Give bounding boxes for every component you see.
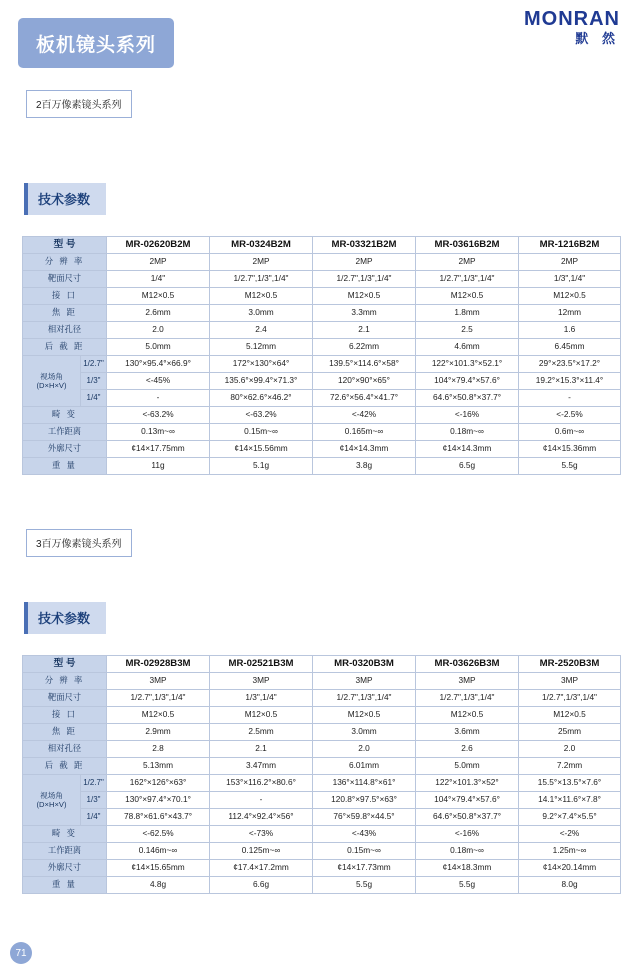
- cell: 0.146m~∞: [107, 843, 210, 860]
- cell: 104°×79.4°×57.6°: [416, 792, 519, 809]
- cell: 6.45mm: [519, 339, 621, 356]
- row-label-working: 工作距离: [23, 424, 107, 441]
- cell: <-42%: [313, 407, 416, 424]
- cell: 4.8g: [107, 877, 210, 894]
- table-row: [23, 458, 621, 475]
- cell: 5.1g: [210, 458, 313, 475]
- model-cell: MR-2520B3M: [519, 656, 621, 673]
- cell: 2.6mm: [107, 305, 210, 322]
- cell: 11g: [107, 458, 210, 475]
- row-label-distortion: 畸 变: [23, 407, 107, 424]
- cell: M12×0.5: [210, 288, 313, 305]
- cell: 2.5: [416, 322, 519, 339]
- cell: <-16%: [416, 407, 519, 424]
- cell: 5.0mm: [107, 339, 210, 356]
- cell: 2.1: [210, 741, 313, 758]
- table-row: [23, 724, 621, 741]
- cell: 9.2°×7.4°×5.5°: [519, 809, 621, 826]
- cell: M12×0.5: [519, 707, 621, 724]
- table-row: [23, 424, 621, 441]
- cell: 1/2.7",1/3",1/4": [416, 271, 519, 288]
- cell: 130°×95.4°×66.9°: [107, 356, 210, 373]
- row-label-fov: [23, 356, 81, 407]
- section2-series-label: 3百万像素镜头系列: [26, 529, 132, 557]
- cell: 122°×101.3°×52.1°: [416, 356, 519, 373]
- row-label-fov-main: 视场角: [40, 790, 63, 800]
- cell: ¢14×15.56mm: [210, 441, 313, 458]
- row-label-fov: [23, 775, 81, 826]
- table-row: [23, 441, 621, 458]
- cell: 3MP: [210, 673, 313, 690]
- cell: 120°×90°×65°: [313, 373, 416, 390]
- section2-tech-header: [24, 602, 106, 634]
- cell: 0.125m~∞: [210, 843, 313, 860]
- cell: 2.9mm: [107, 724, 210, 741]
- cell: 3MP: [313, 673, 416, 690]
- cell: 12mm: [519, 305, 621, 322]
- table-row: [23, 656, 621, 673]
- cell: 72.6°×56.4°×41.7°: [313, 390, 416, 407]
- cell: M12×0.5: [519, 288, 621, 305]
- table-row: [23, 707, 621, 724]
- cell: 2.0: [519, 741, 621, 758]
- row-label-model: 型 号: [23, 237, 107, 254]
- row-label-aperture: 相对孔径: [23, 322, 107, 339]
- cell: 2.5mm: [210, 724, 313, 741]
- cell: <-2%: [519, 826, 621, 843]
- cell: M12×0.5: [313, 288, 416, 305]
- page-title-text: 板机镜头系列: [35, 34, 156, 56]
- cell: 5.13mm: [107, 758, 210, 775]
- cell: 14.1°×11.6°×7.8°: [519, 792, 621, 809]
- table-row: [23, 843, 621, 860]
- row-label-resolution: 分 辨 率: [23, 254, 107, 271]
- cell: 0.18m~∞: [416, 843, 519, 860]
- row-label-working: 工作距离: [23, 843, 107, 860]
- cell: 3MP: [416, 673, 519, 690]
- row-label-mount: 接 口: [23, 707, 107, 724]
- cell: 130°×97.4°×70.1°: [107, 792, 210, 809]
- cell: 1/2.7",1/3",1/4": [313, 271, 416, 288]
- cell: <-16%: [416, 826, 519, 843]
- spec-table-3mp: [22, 655, 621, 894]
- cell: 5.12mm: [210, 339, 313, 356]
- cell: <-43%: [313, 826, 416, 843]
- row-label-dimension: 外廓尺寸: [23, 441, 107, 458]
- cell: -: [519, 390, 621, 407]
- cell: 1.25m~∞: [519, 843, 621, 860]
- cell: ¢14×14.3mm: [416, 441, 519, 458]
- cell: M12×0.5: [416, 288, 519, 305]
- model-cell: MR-03616B2M: [416, 237, 519, 254]
- model-cell: MR-03626B3M: [416, 656, 519, 673]
- row-label-fov-main: 视场角: [40, 371, 63, 381]
- cell: 5.5g: [313, 877, 416, 894]
- cell: 0.15m~∞: [313, 843, 416, 860]
- cell: 2.4: [210, 322, 313, 339]
- row-label-fov-sub: (D×H×V): [36, 800, 67, 809]
- table-row: [23, 288, 621, 305]
- cell: 3.0mm: [210, 305, 313, 322]
- cell: 6.5g: [416, 458, 519, 475]
- table-row: [23, 792, 621, 809]
- cell: 135.6°×99.4°×71.3°: [210, 373, 313, 390]
- table-row: [23, 254, 621, 271]
- cell: ¢14×15.36mm: [519, 441, 621, 458]
- cell: 6.6g: [210, 877, 313, 894]
- table-row: [23, 826, 621, 843]
- cell: 0.18m~∞: [416, 424, 519, 441]
- table-row: [23, 690, 621, 707]
- table-row: [23, 373, 621, 390]
- table-row: [23, 860, 621, 877]
- table-row: [23, 877, 621, 894]
- model-cell: MR-02620B2M: [107, 237, 210, 254]
- cell: <-2.5%: [519, 407, 621, 424]
- cell: ¢14×17.75mm: [107, 441, 210, 458]
- cell: M12×0.5: [313, 707, 416, 724]
- spec-table-2mp: [22, 236, 621, 475]
- cell: 2.0: [313, 741, 416, 758]
- row-label-distortion: 畸 变: [23, 826, 107, 843]
- cell: ¢14×20.14mm: [519, 860, 621, 877]
- section1-series-label: 2百万像素镜头系列: [26, 90, 132, 118]
- page-number-text: 71: [15, 947, 27, 959]
- cell: M12×0.5: [107, 288, 210, 305]
- model-cell: MR-0320B3M: [313, 656, 416, 673]
- cell: 4.6mm: [416, 339, 519, 356]
- cell: 6.22mm: [313, 339, 416, 356]
- row-label-bfl: 后 截 距: [23, 758, 107, 775]
- cell: 29°×23.5°×17.2°: [519, 356, 621, 373]
- model-cell: MR-1216B2M: [519, 237, 621, 254]
- cell: 64.6°×50.8°×37.7°: [416, 390, 519, 407]
- cell: 2MP: [519, 254, 621, 271]
- table-row: [23, 758, 621, 775]
- fov-format-label: 1/2.7": [81, 775, 107, 792]
- table-row: [23, 741, 621, 758]
- cell: 2MP: [416, 254, 519, 271]
- cell: 0.13m~∞: [107, 424, 210, 441]
- row-label-focal: 焦 距: [23, 305, 107, 322]
- cell: <-45%: [107, 373, 210, 390]
- fov-format-label: 1/2.7": [81, 356, 107, 373]
- cell: 76°×59.8°×44.5°: [313, 809, 416, 826]
- model-cell: MR-0324B2M: [210, 237, 313, 254]
- cell: 7.2mm: [519, 758, 621, 775]
- cell: 78.8°×61.6°×43.7°: [107, 809, 210, 826]
- cell: 112.4°×92.4°×56°: [210, 809, 313, 826]
- row-label-weight: 重 量: [23, 877, 107, 894]
- model-cell: MR-02521B3M: [210, 656, 313, 673]
- cell: 1/4": [107, 271, 210, 288]
- footer-divider: [0, 976, 638, 980]
- brand-logo: [524, 8, 620, 47]
- cell: <-73%: [210, 826, 313, 843]
- cell: M12×0.5: [107, 707, 210, 724]
- row-label-sensor: 靶面尺寸: [23, 690, 107, 707]
- cell: 3.8g: [313, 458, 416, 475]
- cell: 0.6m~∞: [519, 424, 621, 441]
- cell: 2.6: [416, 741, 519, 758]
- cell: 15.5°×13.5°×7.6°: [519, 775, 621, 792]
- section1-series-header: [26, 90, 132, 118]
- row-label-sensor: 靶面尺寸: [23, 271, 107, 288]
- table-row: [23, 339, 621, 356]
- cell: ¢14×15.65mm: [107, 860, 210, 877]
- cell: 122°×101.3°×52°: [416, 775, 519, 792]
- cell: 1/2.7",1/3",1/4": [313, 690, 416, 707]
- table-row: [23, 305, 621, 322]
- cell: 2MP: [107, 254, 210, 271]
- cell: 1/2.7",1/3",1/4": [210, 271, 313, 288]
- row-label-mount: 接 口: [23, 288, 107, 305]
- cell: 1/2.7",1/3",1/4": [107, 690, 210, 707]
- model-cell: MR-03321B2M: [313, 237, 416, 254]
- cell: 1.8mm: [416, 305, 519, 322]
- section1-tech-header: [24, 183, 106, 215]
- cell: <-63.2%: [210, 407, 313, 424]
- cell: -: [210, 792, 313, 809]
- logo-wordmark: MONRAN: [524, 8, 620, 30]
- cell: 80°×62.6°×46.2°: [210, 390, 313, 407]
- cell: 3.47mm: [210, 758, 313, 775]
- cell: 0.165m~∞: [313, 424, 416, 441]
- cell: 1/3",1/4": [519, 271, 621, 288]
- table-row: [23, 271, 621, 288]
- cell: 2MP: [210, 254, 313, 271]
- section1-tech-label: 技术参数: [24, 183, 106, 215]
- fov-format-label: 1/3": [81, 373, 107, 390]
- table-row: [23, 775, 621, 792]
- table-row: [23, 356, 621, 373]
- cell: 3.0mm: [313, 724, 416, 741]
- cell: 139.5°×114.6°×58°: [313, 356, 416, 373]
- cell: 0.15m~∞: [210, 424, 313, 441]
- cell: 1.6: [519, 322, 621, 339]
- cell: 153°×116.2°×80.6°: [210, 775, 313, 792]
- page-number: [10, 942, 32, 964]
- table-row: [23, 809, 621, 826]
- cell: M12×0.5: [416, 707, 519, 724]
- row-label-aperture: 相对孔径: [23, 741, 107, 758]
- cell: 8.0g: [519, 877, 621, 894]
- cell: 1/2.7",1/3",1/4": [416, 690, 519, 707]
- fov-format-label: 1/4": [81, 809, 107, 826]
- page-title: [18, 18, 174, 68]
- cell: 25mm: [519, 724, 621, 741]
- cell: 136°×114.8°×61°: [313, 775, 416, 792]
- section2-series-header: [26, 529, 132, 557]
- table-row: [23, 390, 621, 407]
- cell: <-62.5%: [107, 826, 210, 843]
- row-label-bfl: 后 截 距: [23, 339, 107, 356]
- cell: 5.5g: [519, 458, 621, 475]
- cell: 3MP: [519, 673, 621, 690]
- cell: 5.0mm: [416, 758, 519, 775]
- fov-format-label: 1/4": [81, 390, 107, 407]
- cell: 2MP: [313, 254, 416, 271]
- cell: 3.3mm: [313, 305, 416, 322]
- table-row: [23, 673, 621, 690]
- cell: ¢14×14.3mm: [313, 441, 416, 458]
- table-row: [23, 322, 621, 339]
- cell: 172°×130°×64°: [210, 356, 313, 373]
- cell: 64.6°×50.8°×37.7°: [416, 809, 519, 826]
- row-label-dimension: 外廓尺寸: [23, 860, 107, 877]
- cell: 5.5g: [416, 877, 519, 894]
- fov-format-label: 1/3": [81, 792, 107, 809]
- cell: M12×0.5: [210, 707, 313, 724]
- cell: 1/3",1/4": [210, 690, 313, 707]
- cell: 3.6mm: [416, 724, 519, 741]
- table-row: [23, 407, 621, 424]
- section2-tech-label: 技术参数: [24, 602, 106, 634]
- cell: ¢14×18.3mm: [416, 860, 519, 877]
- cell: 104°×79.4°×57.6°: [416, 373, 519, 390]
- cell: 162°×126°×63°: [107, 775, 210, 792]
- cell: 2.1: [313, 322, 416, 339]
- cell: 6.01mm: [313, 758, 416, 775]
- cell: ¢14×17.73mm: [313, 860, 416, 877]
- logo-chinese-name: 默 然: [575, 31, 620, 46]
- cell: 2.0: [107, 322, 210, 339]
- model-cell: MR-02928B3M: [107, 656, 210, 673]
- cell: 2.8: [107, 741, 210, 758]
- cell: 3MP: [107, 673, 210, 690]
- row-label-weight: 重 量: [23, 458, 107, 475]
- row-label-fov-sub: (D×H×V): [36, 381, 67, 390]
- cell: <-63.2%: [107, 407, 210, 424]
- cell: 1/2.7",1/3",1/4": [519, 690, 621, 707]
- row-label-model: 型 号: [23, 656, 107, 673]
- row-label-focal: 焦 距: [23, 724, 107, 741]
- cell: -: [107, 390, 210, 407]
- cell: 120.8°×97.5°×63°: [313, 792, 416, 809]
- row-label-resolution: 分 辨 率: [23, 673, 107, 690]
- cell: 19.2°×15.3°×11.4°: [519, 373, 621, 390]
- cell: ¢17.4×17.2mm: [210, 860, 313, 877]
- table-row: [23, 237, 621, 254]
